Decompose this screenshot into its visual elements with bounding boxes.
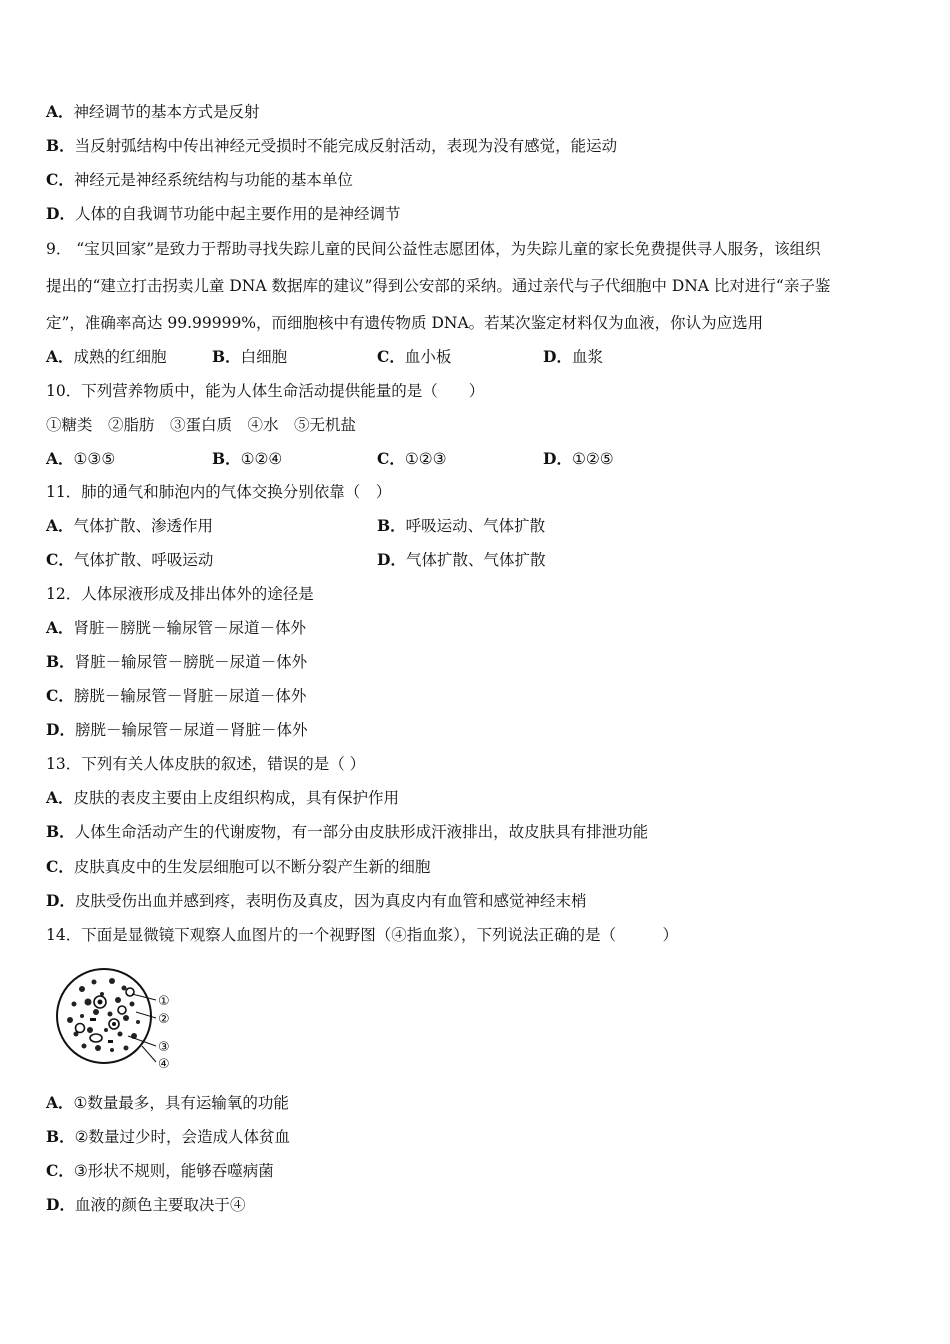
q13-option-b: B．人体生命活动产生的代谢废物，有一部分由皮肤形成汗液排出，故皮肤具有排泄功能	[46, 822, 649, 841]
q10-stem: 10．下列营养物质中，能为人体生命活动提供能量的是（ ）	[46, 382, 485, 400]
q8-option-c: C．神经元是神经系统结构与功能的基本单位	[46, 170, 353, 189]
q14-option-b: B．②数量过少时，会造成人体贫血	[46, 1127, 291, 1146]
figure-label-3: ③	[158, 1040, 170, 1055]
q9-stem-line-3: 定”，准确率高达 99.99999%，而细胞核中有遗传物质 DNA。若某次鉴定材料仅为血液，你认为应选用	[46, 314, 764, 332]
q8-option-d: D．人体的自我调节功能中起主要作用的是神经调节	[46, 204, 401, 223]
q8-option-b: B．当反射弧结构中传出神经元受损时不能完成反射活动，表现为没有感觉，能运动	[46, 136, 618, 155]
q10-items: ①糖类 ②脂肪 ③蛋白质 ④水 ⑤无机盐	[46, 416, 357, 434]
q12-option-c: C．膀胱－输尿管－肾脏－尿道－体外	[46, 686, 307, 705]
blood-smear-figure	[52, 964, 182, 1074]
q9-option-c: C．血小板	[377, 347, 452, 366]
figure-label-4: ④	[158, 1057, 170, 1072]
q9-option-d: D．血浆	[543, 347, 603, 366]
q13-stem: 13．下列有关人体皮肤的叙述，错误的是（ ）	[46, 755, 366, 773]
q11-option-c: C．气体扩散、呼吸运动	[46, 550, 214, 569]
q11-stem: 11．肺的通气和肺泡内的气体交换分别依靠（ ）	[46, 483, 392, 501]
figure-label-2: ②	[158, 1012, 170, 1027]
q12-option-d: D．膀胱－输尿管－尿道－肾脏－体外	[46, 720, 308, 739]
q9-stem-line-1: 9． “宝贝回家”是致力于帮助寻找失踪儿童的民间公益性志愿团体，为失踪儿童的家长免费提供寻人服务，该组织	[46, 240, 821, 258]
q12-option-b: B．肾脏－输尿管－膀胱－尿道－体外	[46, 652, 308, 671]
q10-option-c: C．①②③	[377, 449, 447, 468]
q9-option-b: B．白细胞	[212, 347, 288, 366]
q10-option-a: A．①③⑤	[46, 449, 116, 468]
q13-option-d: D．皮肤受伤出血并感到疼，表明伤及真皮，因为真皮内有血管和感觉神经末梢	[46, 891, 587, 910]
q14-option-c: C．③形状不规则，能够吞噬病菌	[46, 1161, 274, 1180]
q11-option-d: D．气体扩散、气体扩散	[377, 550, 546, 569]
q10-option-d: D．①②⑤	[543, 449, 614, 468]
q9-stem-line-2: 提出的“建立打击拐卖儿童 DNA 数据库的建议”得到公安部的采纳。通过亲代与子代细胞中 DNA 比对进行“亲子鉴	[46, 277, 831, 295]
q13-option-a: A．皮肤的表皮主要由上皮组织构成，具有保护作用	[46, 788, 400, 807]
q14-option-a: A．①数量最多，具有运输氧的功能	[46, 1093, 289, 1112]
figure-label-1: ①	[158, 994, 170, 1009]
q10-option-b: B．①②④	[212, 449, 283, 468]
q11-option-a: A．气体扩散、渗透作用	[46, 516, 214, 535]
q13-option-c: C．皮肤真皮中的生发层细胞可以不断分裂产生新的细胞	[46, 857, 431, 876]
q9-option-a: A．成熟的红细胞	[46, 347, 167, 366]
q12-stem: 12．人体尿液形成及排出体外的途径是	[46, 585, 314, 603]
q8-option-a: A．神经调节的基本方式是反射	[46, 102, 260, 121]
q11-option-b: B．呼吸运动、气体扩散	[377, 516, 546, 535]
q14-option-d: D．血液的颜色主要取决于④	[46, 1195, 246, 1214]
q12-option-a: A．肾脏－膀胱－输尿管－尿道－体外	[46, 618, 307, 637]
q14-stem: 14．下面是显微镜下观察人血图片的一个视野图（④指血浆），下列说法正确的是（ ）	[46, 926, 678, 944]
